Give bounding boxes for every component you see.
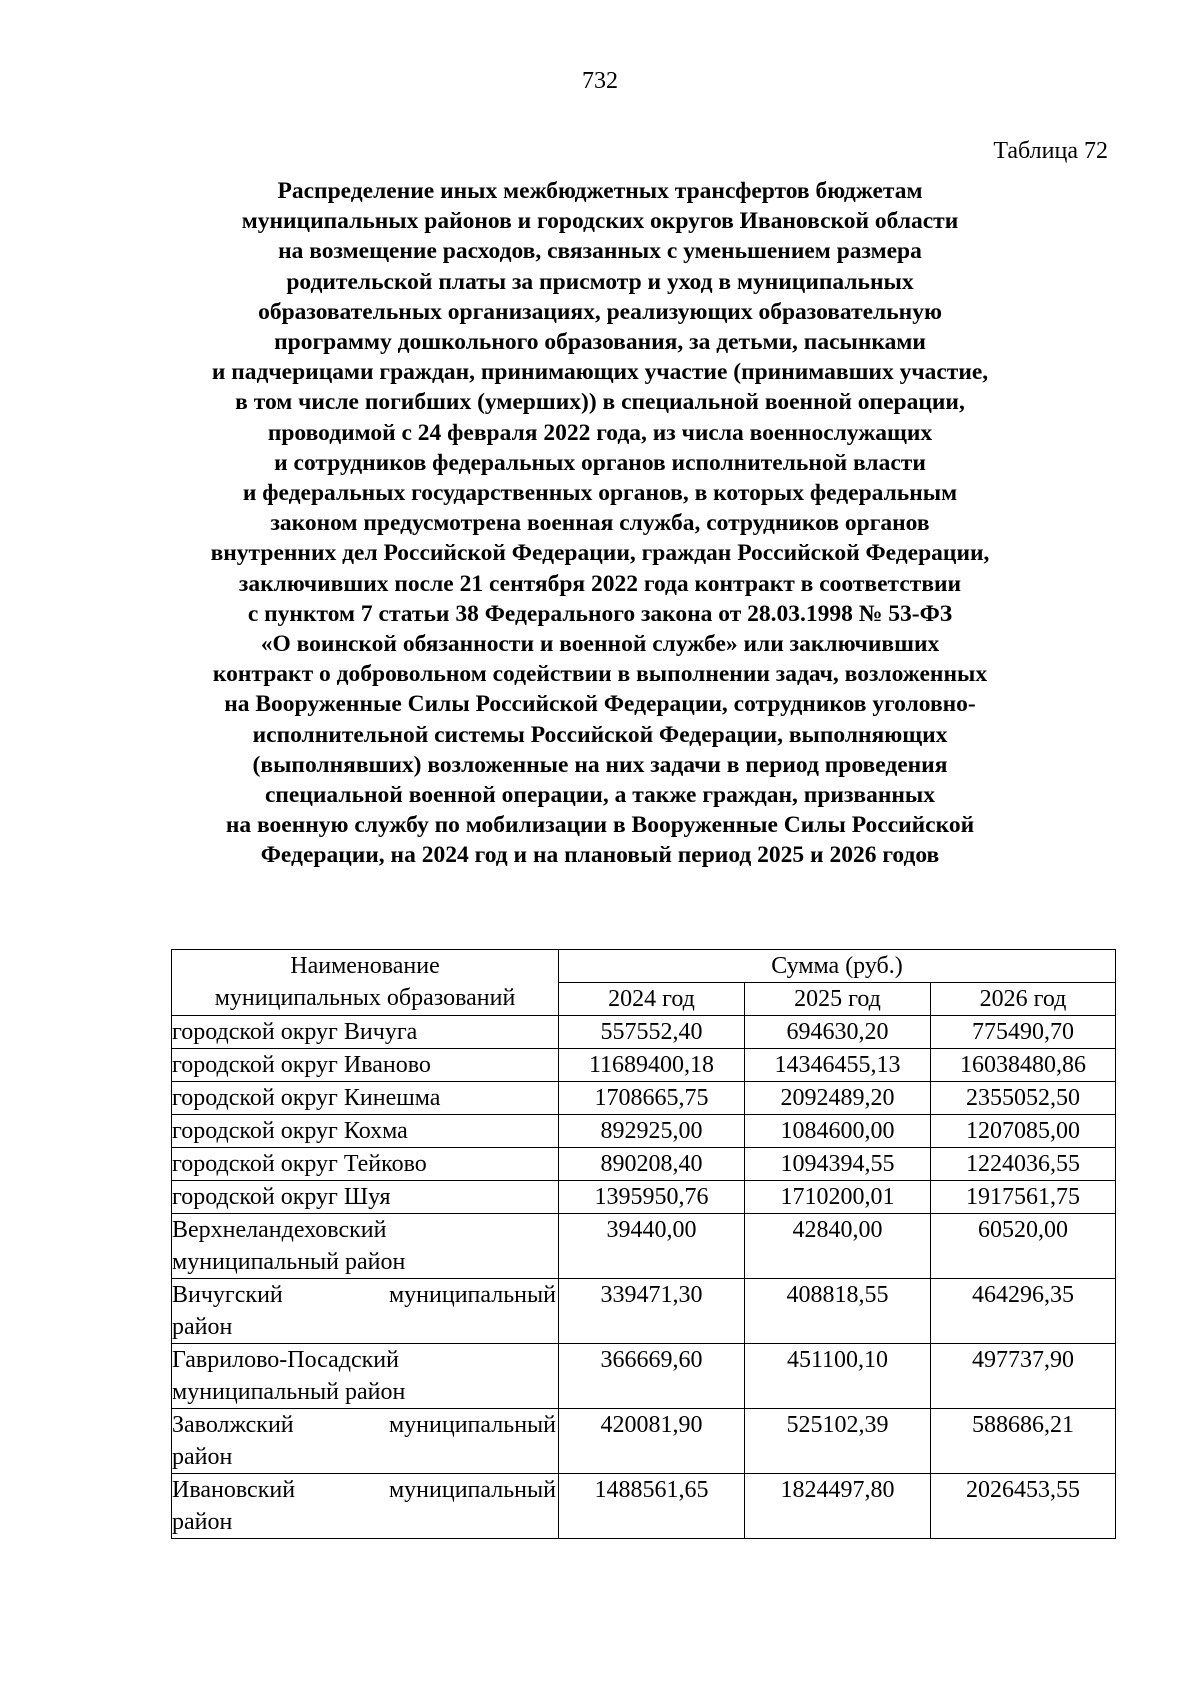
- municipality-name: [172, 1214, 559, 1279]
- table-row: [172, 1181, 1116, 1214]
- amount-2026: 497737,90: [931, 1344, 1116, 1409]
- municipality-name: [172, 1082, 559, 1115]
- municipality-name-line: городской округ Вичуга: [172, 1019, 418, 1045]
- municipality-name: [172, 1181, 559, 1214]
- municipality-name: [172, 1016, 559, 1049]
- amount-2026: 1207085,00: [931, 1115, 1116, 1148]
- municipality-name: [172, 1279, 559, 1344]
- amount-2024: 1708665,75: [559, 1082, 745, 1115]
- amount-2026: 16038480,86: [931, 1049, 1116, 1082]
- title-line: на военную службу по мобилизации в Вооруженные Силы Российской: [225, 812, 975, 839]
- municipality-name-line: городской округ Тейково: [172, 1151, 427, 1177]
- title-line: с пунктом 7 статьи 38 Федерального закона от 28.03.1998 № 53-ФЗ: [247, 600, 953, 627]
- amount-2025: 14346455,13: [745, 1049, 931, 1082]
- title-line: на Вооруженные Силы Российской Федерации, сотрудников уголовно-: [224, 691, 976, 718]
- header-municipality-line2: муниципальных образований: [214, 985, 516, 1011]
- amount-2024: 1395950,76: [559, 1181, 745, 1214]
- municipality-name: [172, 1148, 559, 1181]
- amount-2025: 451100,10: [745, 1344, 931, 1409]
- table-row: [172, 1474, 1116, 1539]
- title-line: родительской платы за присмотр и уход в муниципальных: [286, 268, 914, 295]
- amount-2025: 2092489,20: [745, 1082, 931, 1115]
- table-row: [172, 1148, 1116, 1181]
- municipality-name-line: район: [172, 1444, 233, 1470]
- table-row: [172, 1049, 1116, 1082]
- title-line: заключивших после 21 сентября 2022 года контракт в соответствии: [238, 570, 962, 597]
- amount-2026: 2355052,50: [931, 1082, 1116, 1115]
- title-line: образовательных организациях, реализующих образовательную: [258, 298, 942, 325]
- municipality-name-line: муниципальный район: [172, 1379, 406, 1405]
- amount-2026: 588686,21: [931, 1409, 1116, 1474]
- header-year-2024: 2024 год: [559, 983, 745, 1016]
- municipality-name-line: Гаврилово-Посадский: [172, 1347, 399, 1373]
- municipality-name-line: Заволжский муниципальный: [172, 1412, 556, 1438]
- amount-2025: 1084600,00: [745, 1115, 931, 1148]
- municipality-name-line: муниципальный район: [172, 1249, 406, 1275]
- title-line: исполнительной системы Российской Федерации, выполняющих: [252, 721, 948, 748]
- title-line: контракт о добровольном содействии в выполнении задач, возложенных: [212, 661, 988, 688]
- municipality-name-line: городской округ Кохма: [172, 1118, 408, 1144]
- table-row: [172, 1409, 1116, 1474]
- table-row: [172, 1279, 1116, 1344]
- municipality-name-line: городской округ Кинешма: [172, 1085, 441, 1111]
- title-line: Федерации, на 2024 год и на плановый период 2025 и 2026 годов: [260, 842, 940, 869]
- amount-2024: 420081,90: [559, 1409, 745, 1474]
- amount-2025: 1710200,01: [745, 1181, 931, 1214]
- title-line: «О воинской обязанности и военной службе» или заключивших: [260, 631, 940, 658]
- amount-2024: 890208,40: [559, 1148, 745, 1181]
- amount-2025: 694630,20: [745, 1016, 931, 1049]
- allocation-table: [171, 949, 1116, 1539]
- table-title: [150, 176, 1050, 871]
- amount-2024: 39440,00: [559, 1214, 745, 1279]
- municipality-name-line: городской округ Иваново: [172, 1052, 431, 1078]
- amount-2026: 60520,00: [931, 1214, 1116, 1279]
- amount-2024: 339471,30: [559, 1279, 745, 1344]
- municipality-name-line: Верхнеландеховский: [172, 1217, 387, 1243]
- title-line: законом предусмотрена военная служба, сотрудников органов: [270, 510, 930, 537]
- table-row: [172, 1344, 1116, 1409]
- amount-2024: 557552,40: [559, 1016, 745, 1049]
- municipality-name-line: Вичугский муниципальный: [172, 1282, 556, 1308]
- header-sum: Сумма (руб.): [559, 950, 1116, 983]
- amount-2025: 42840,00: [745, 1214, 931, 1279]
- amount-2024: 11689400,18: [559, 1049, 745, 1082]
- title-line: проводимой с 24 февраля 2022 года, из числа военнослужащих: [267, 419, 933, 446]
- municipality-name-line: городской округ Шуя: [172, 1184, 391, 1210]
- title-line: (выполнявших) возложенные на них задачи в период проведения: [252, 751, 948, 778]
- title-line: в том числе погибших (умерших)) в специальной военной операции,: [235, 389, 965, 416]
- title-line: и падчерицами граждан, принимающих участие (принимавших участие,: [211, 359, 989, 386]
- amount-2025: 525102,39: [745, 1409, 931, 1474]
- table-row: [172, 1115, 1116, 1148]
- amount-2026: 464296,35: [931, 1279, 1116, 1344]
- municipality-name: [172, 1115, 559, 1148]
- amount-2026: 2026453,55: [931, 1474, 1116, 1539]
- amount-2024: 366669,60: [559, 1344, 745, 1409]
- title-line: муниципальных районов и городских округов Ивановской области: [241, 208, 959, 235]
- title-line: специальной военной операции, а также граждан, призванных: [264, 782, 936, 809]
- amount-2025: 408818,55: [745, 1279, 931, 1344]
- title-line: внутренних дел Российской Федерации, граждан Российской Федерации,: [210, 540, 990, 567]
- amount-2025: 1824497,80: [745, 1474, 931, 1539]
- amount-2024: 892925,00: [559, 1115, 745, 1148]
- amount-2025: 1094394,55: [745, 1148, 931, 1181]
- municipality-name: [172, 1344, 559, 1409]
- header-year-2026: 2026 год: [931, 983, 1116, 1016]
- title-line: и федеральных государственных органов, в которых федеральным: [242, 480, 958, 507]
- table-label: Таблица 72: [993, 138, 1108, 164]
- municipality-name-line: район: [172, 1314, 233, 1340]
- municipality-name-line: Ивановский муниципальный: [172, 1477, 556, 1503]
- municipality-name: [172, 1049, 559, 1082]
- municipality-name: [172, 1409, 559, 1474]
- header-municipality-line1: Наименование: [290, 953, 440, 979]
- amount-2024: 1488561,65: [559, 1474, 745, 1539]
- amount-2026: 775490,70: [931, 1016, 1116, 1049]
- header-year-2025: 2025 год: [745, 983, 931, 1016]
- table-row: [172, 1214, 1116, 1279]
- title-line: и сотрудников федеральных органов исполнительной власти: [274, 449, 926, 476]
- title-line: на возмещение расходов, связанных с уменьшением размера: [278, 238, 922, 265]
- table-row: [172, 1082, 1116, 1115]
- municipality-name-line: район: [172, 1509, 233, 1535]
- amount-2026: 1224036,55: [931, 1148, 1116, 1181]
- title-line: Распределение иных межбюджетных трансфертов бюджетам: [277, 178, 923, 204]
- title-line: программу дошкольного образования, за детьми, пасынками: [274, 329, 926, 356]
- amount-2026: 1917561,75: [931, 1181, 1116, 1214]
- table-row: [172, 1016, 1116, 1049]
- municipality-name: [172, 1474, 559, 1539]
- header-municipality: [172, 950, 559, 1016]
- page-number: 732: [582, 68, 618, 94]
